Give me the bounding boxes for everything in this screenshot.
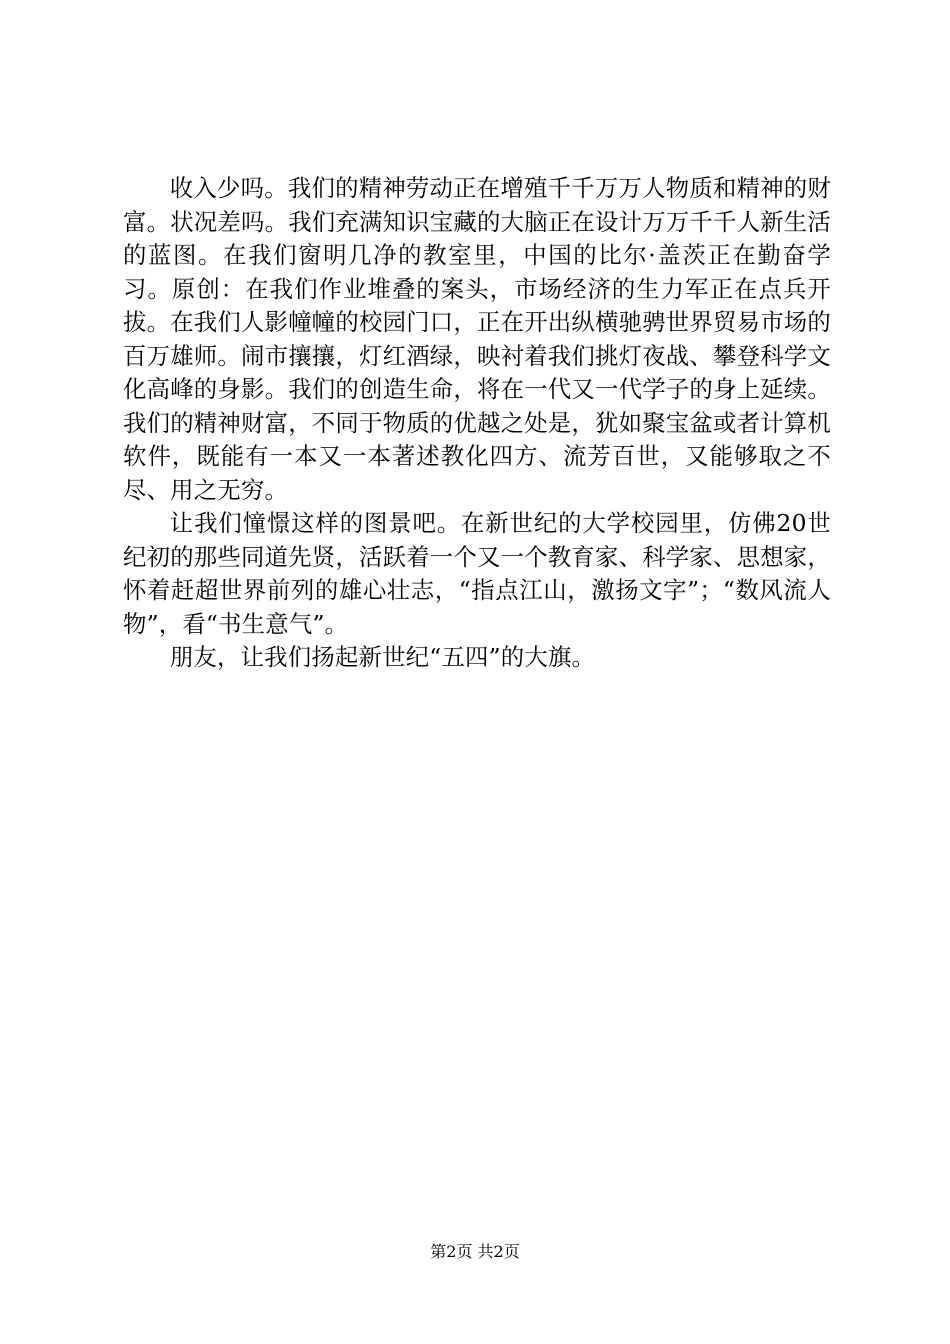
- page-footer: 第2页 共2页: [430, 1242, 520, 1261]
- paragraph: 收入少吗。我们的精神劳动正在增殖千千万万人物质和精神的财富。状况差吗。我们充满知识宝藏的大脑正在设计万万千千人新生活的蓝图。在我们窗明几净的教室里，中国的比尔·盖茨正在勤奋学习。原创：在我们作业堆叠的案头，市场经济的生力军正在点兵开拔。在我们人影幢幢的校园门口，正在开出纵横驰骋世界贸易市场的百万雄师。闹市攘攘，灯红酒绿，映衬着我们挑灯夜战、攀登科学文化高峰的身影。我们的创造生命，将在一代又一代学子的身上延续。我们的精神财富，不同于物质的优越之处是，犹如聚宝盆或者计算机软件，既能有一本又一本著述教化四方、流芳百世，又能够取之不尽、用之无穷。: [123, 174, 831, 504]
- document-body: [123, 172, 831, 675]
- paragraph: 朋友，让我们扬起新世纪“五四”的大旗。: [169, 643, 596, 671]
- paragraph: 让我们憧憬这样的图景吧。在新世纪的大学校园里，仿佛20世纪初的那些同道先贤，活跃着一个又一个教育家、科学家、思想家，怀着赶超世界前列的雄心壮志，“指点江山，激扬文字”；“数风流人物”，看“书生意气”。: [123, 509, 831, 638]
